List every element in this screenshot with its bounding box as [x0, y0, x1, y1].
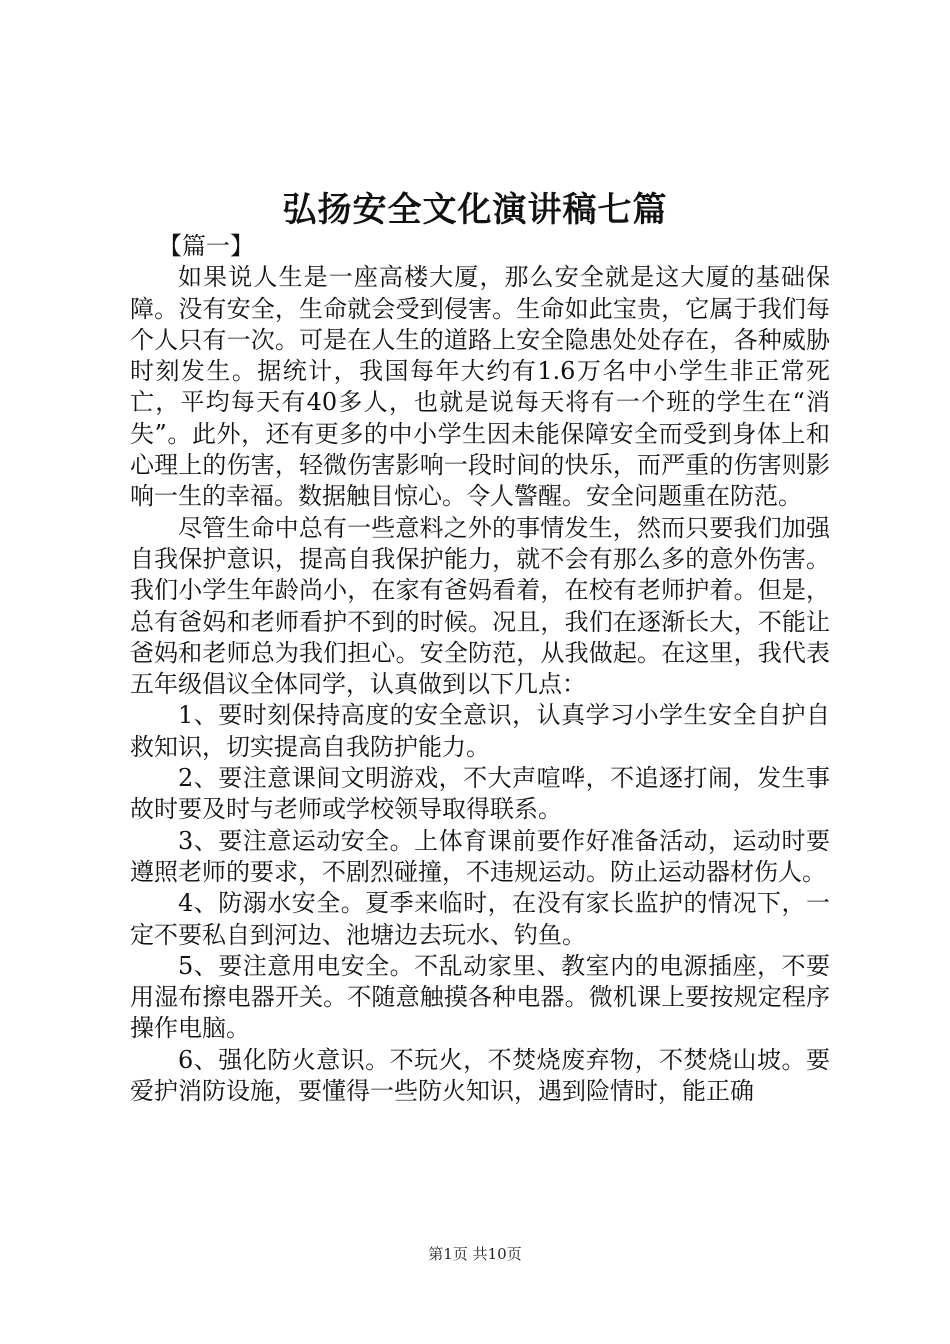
paragraph-1: 如果说人生是一座高楼大厦，那么安全就是这大厦的基础保障。没有安全，生命就会受到侵害。生命如此宝贵，它属于我们每个人只有一次。可是在人生的道路上安全隐患处处存在，各种威胁时刻发生。据统计，我国每年大约有1.6万名中小学生非正常死亡，平均每天有40多人，也就是说每天将有一个班的学生在“消失”。此外，还有更多的中小学生因未能保障安全而受到身体上和心理上的伤害，轻微伤害影响一段时间的快乐，而严重的伤害则影响一生的幸福。数据触目惊心。令人警醒。安全问题重在防范。: [130, 263, 830, 511]
section-label: 【篇一】: [158, 232, 254, 260]
list-item-1: 1、要时刻保持高度的安全意识，认真学习小学生安全自护自救知识，切实提高自我防护能力。: [130, 701, 830, 761]
list-item-2: 2、要注意课间文明游戏，不大声喧哗，不追逐打闹，发生事故时要及时与老师或学校领导取得联系。: [130, 764, 830, 824]
list-item-6: 6、强化防火意识。不玩火，不焚烧废弃物，不焚烧山坡。要爱护消防设施，要懂得一些防火知识，遇到险情时，能正确: [130, 1045, 830, 1106]
document-body: [130, 231, 830, 1107]
paragraph-2: 尽管生命中总有一些意料之外的事情发生，然而只要我们加强自我保护意识，提高自我保护能力，就不会有那么多的意外伤害。我们小学生年龄尚小，在家有爸妈看着，在校有老师护着。但是，总有爸妈和老师看护不到的时候。况且，我们在逐渐长大，不能让爸妈和老师总为我们担心。安全防范，从我做起。在这里，我代表五年级倡议全体同学，认真做到以下几点：: [130, 513, 830, 699]
page-footer: 第1页 共10页: [428, 1245, 522, 1263]
list-item-5: 5、要注意用电安全。不乱动家里、教室内的电源插座，不要用湿布擦电器开关。不随意触摸各种电器。微机课上要按规定程序操作电脑。: [130, 951, 830, 1043]
document-title: 弘扬安全文化演讲稿七篇: [282, 190, 668, 230]
list-item-3: 3、要注意运动安全。上体育课前要作好准备活动，运动时要遵照老师的要求，不剧烈碰撞，不违规运动。防止运动器材伤人。: [130, 826, 830, 886]
list-item-4: 4、防溺水安全。夏季来临时，在没有家长监护的情况下，一定不要私自到河边、池塘边去玩水、钓鱼。: [130, 889, 830, 949]
